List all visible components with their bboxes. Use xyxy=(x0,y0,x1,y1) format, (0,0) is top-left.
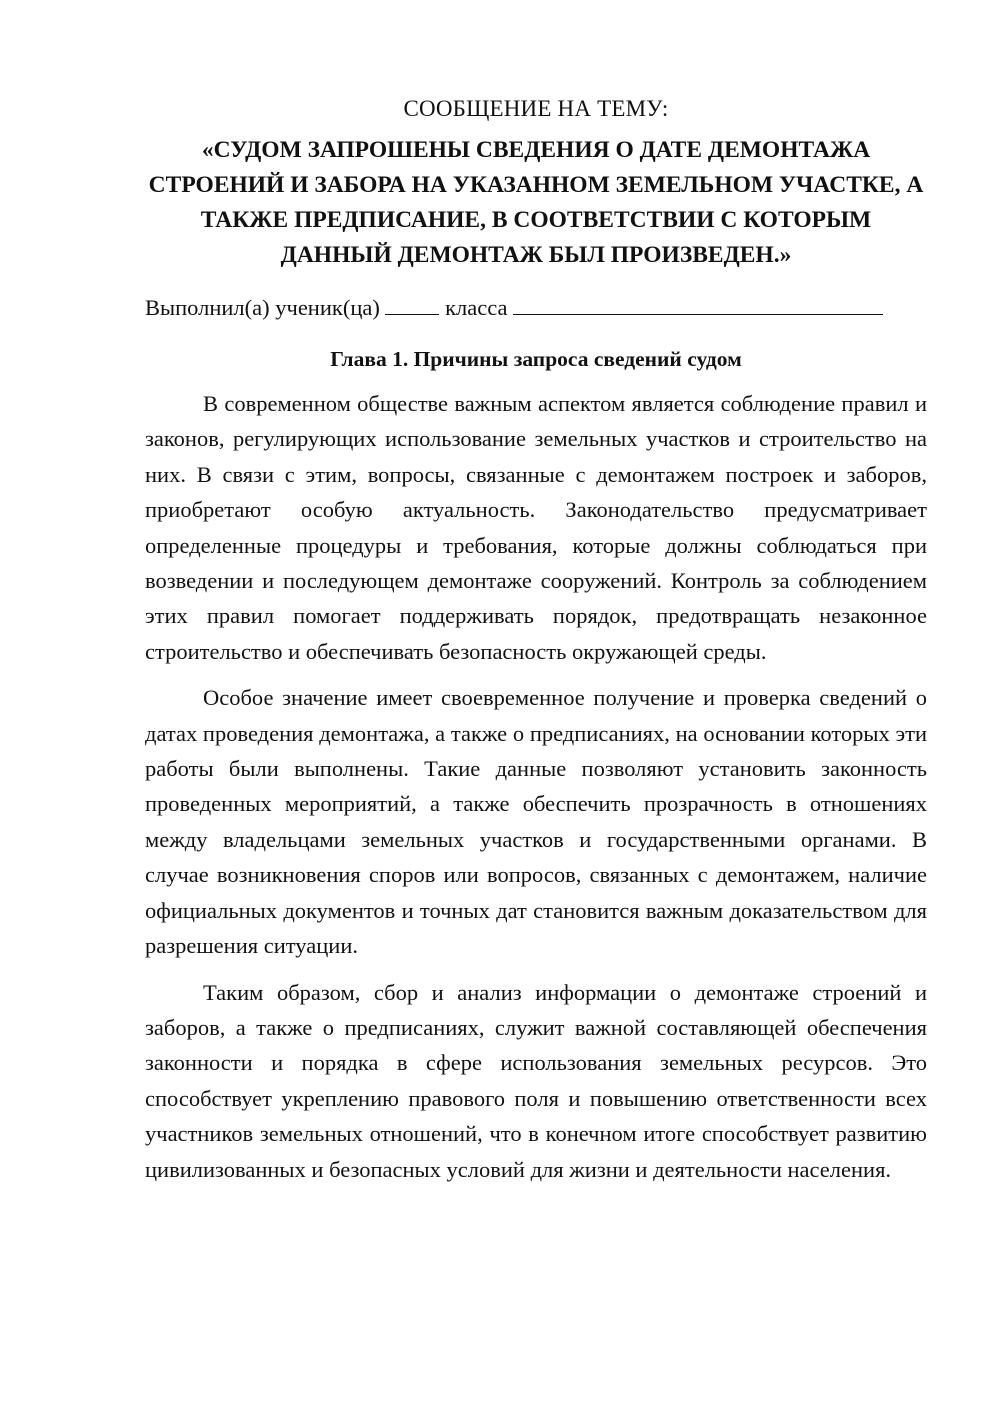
author-prefix: Выполнил(а) ученик(ца) xyxy=(145,295,380,320)
paragraph-3: Таким образом, сбор и анализ информации о демонтаже строений и заборов, а также о предписаниях, служит важной составляющей обеспечения законности и порядка в сфере использования земельных ресурсов. Это способствует укреплению правового поля и повышению ответственности всех участников земельных отношений, что в конечном итоге способствует развитию цивилизованных и безопасных условий для жизни и деятельности населения. xyxy=(145,979,927,1182)
class-label: класса xyxy=(445,295,508,320)
subject-line: СООБЩЕНИЕ НА ТЕМУ: xyxy=(403,96,669,121)
class-blank-field[interactable] xyxy=(385,292,439,315)
chapter-title: Глава 1. Причины запроса сведений судом xyxy=(330,347,742,371)
author-line xyxy=(145,291,927,325)
name-blank-field[interactable] xyxy=(513,292,883,315)
paragraph-2: Особое значение имеет своевременное получение и проверка сведений о датах проведения демонтажа, а также о предписаниях, на основании которых эти работы были выполнены. Такие данные позволяют установить законность проведенных мероприятий, а также обеспечить прозрачность в отношениях между владельцами земельных участков и государственными органами. В случае возникновения споров или вопросов, связанных с демонтажем, наличие официальных документов и точных дат становится важным доказательством для разрешения ситуации. xyxy=(145,685,927,959)
paragraph-1: В современном обществе важным аспектом является соблюдение правил и законов, регулирующих использование земельных участков и строительство на них. В связи с этим, вопросы, связанные с демонтажем построек и заборов, приобретают особую актуальность. Законодательство предусматривает определенные процедуры и требования, которые должны соблюдаться при возведении и последующем демонтаже сооружений. Контроль за соблюдением этих правил помогает поддерживать порядок, предотвращать незаконное строительство и обеспечивать безопасность окружающей среды. xyxy=(145,391,927,664)
document-title: «СУДОМ ЗАПРОШЕНЫ СВЕДЕНИЯ О ДАТЕ ДЕМОНТАЖА СТРОЕНИЙ И ЗАБОРА НА УКАЗАННОМ ЗЕМЕЛЬНОМ УЧАСТКЕ, А ТАКЖЕ ПРЕДПИСАНИЕ, В СООТВЕТСТВИИ С КОТОРЫМ ДАННЫЙ ДЕМОНТАЖ БЫЛ ПРОИЗВЕДЕН.» xyxy=(148,137,924,268)
